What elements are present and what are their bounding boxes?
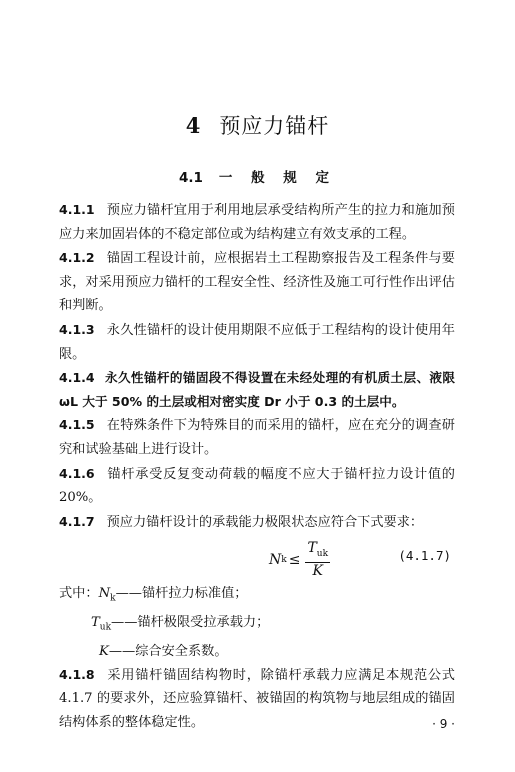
equation-number: (4.1.7): [398, 548, 451, 564]
clause-4-1-4: [59, 366, 455, 413]
clause-text: 采用锚杆锚固结构物时，除锚杆承载力应满足本规范公式 4.1.7 的要求外，还应验算锚杆、被锚固的构筑物与地层组成的锚固结构体系的整体稳定性。: [59, 667, 455, 730]
definition-symbol: K: [99, 643, 109, 659]
formula-fraction: [305, 540, 330, 579]
document-body: [59, 198, 455, 734]
definition-symbol: N: [98, 586, 111, 602]
clause-number: 4.1.5: [59, 417, 95, 433]
definition-text: 锚杆极限受拉承载力；: [137, 614, 270, 630]
chapter-title: [0, 110, 515, 140]
formula-lhs-subscript: k: [281, 554, 287, 565]
clause-4-1-6: [59, 462, 455, 510]
page-number: · 9 ·: [432, 717, 455, 731]
clause-number: 4.1.1: [59, 202, 95, 217]
clause-number: 4.1.2: [59, 250, 95, 266]
clause-number: 4.1.3: [59, 321, 95, 337]
definition-subscript: k: [110, 593, 116, 604]
clause-text: 永久性锚杆的锚固段不得设置在未经处理的有机质土层、液限 ωL 大于 50% 的土层或相对密实度 Dr 小于 0.3 的土层中。: [59, 370, 455, 409]
clause-4-1-2: [59, 246, 455, 318]
chapter-title-text: 预应力锚杆: [219, 114, 330, 138]
definition-subscript: uk: [99, 622, 112, 633]
definition-text: 综合安全系数。: [135, 643, 228, 659]
definition-dash: ——: [108, 643, 136, 659]
section-title-text: 一 般 规 定: [218, 170, 337, 186]
clause-4-1-3: [59, 318, 455, 366]
formula-lhs: N: [269, 551, 282, 568]
formula-numerator: [305, 540, 330, 563]
clause-4-1-5: [59, 413, 455, 461]
numerator-symbol: T: [307, 540, 317, 557]
definition-symbol: T: [91, 614, 100, 630]
definitions-intro: 式中：: [59, 586, 99, 602]
definition-dash: ——: [111, 614, 138, 630]
clause-text: 在特殊条件下为特殊目的而采用的锚杆，应在充分的调查研究和试验基础上进行设计。: [59, 418, 455, 457]
formula-block: [59, 536, 455, 578]
formula-denominator: K: [312, 563, 323, 580]
clause-text: 预应力锚杆宜用于利用地层承受结构所产生的拉力和施加预应力来加固岩体的不稳定部位或为结构建立有效支承的工程。: [59, 203, 455, 242]
clause-text: 预应力锚杆设计的承载能力极限状态应符合下式要求：: [106, 514, 424, 530]
clause-text: 锚杆承受反复变动荷载的幅度不应大于锚杆拉力设计值的 20%。: [59, 466, 455, 506]
chapter-number: 4: [185, 113, 202, 138]
formula-relation: ≤: [288, 551, 301, 568]
definition-item: [59, 611, 455, 640]
clause-number: 4.1.6: [59, 465, 95, 481]
clause-text: 永久性锚杆的设计使用期限不应低于工程结构的设计使用年限。: [59, 322, 455, 362]
definition-item: [59, 640, 455, 663]
clause-text: 锚固工程设计前，应根据岩土工程勘察报告及工程条件与要求，对采用预应力锚杆的工程安全性、经济性及施工可行性作出评估和判断。: [59, 251, 455, 314]
definition-dash: ——: [115, 586, 142, 602]
symbol-definitions: [59, 582, 455, 662]
section-number: 4.1: [178, 170, 203, 186]
definition-item: [59, 582, 455, 611]
section-title: [0, 166, 515, 186]
formula: [269, 540, 330, 579]
clause-number: 4.1.8: [59, 666, 95, 682]
clause-4-1-7: [59, 510, 455, 535]
numerator-subscript: uk: [316, 549, 329, 560]
clause-number: 4.1.4: [59, 370, 95, 386]
clause-4-1-1: [59, 198, 455, 246]
definition-text: 锚杆拉力标准值；: [141, 586, 248, 602]
clause-4-1-8: [59, 663, 455, 735]
clause-number: 4.1.7: [59, 513, 95, 529]
